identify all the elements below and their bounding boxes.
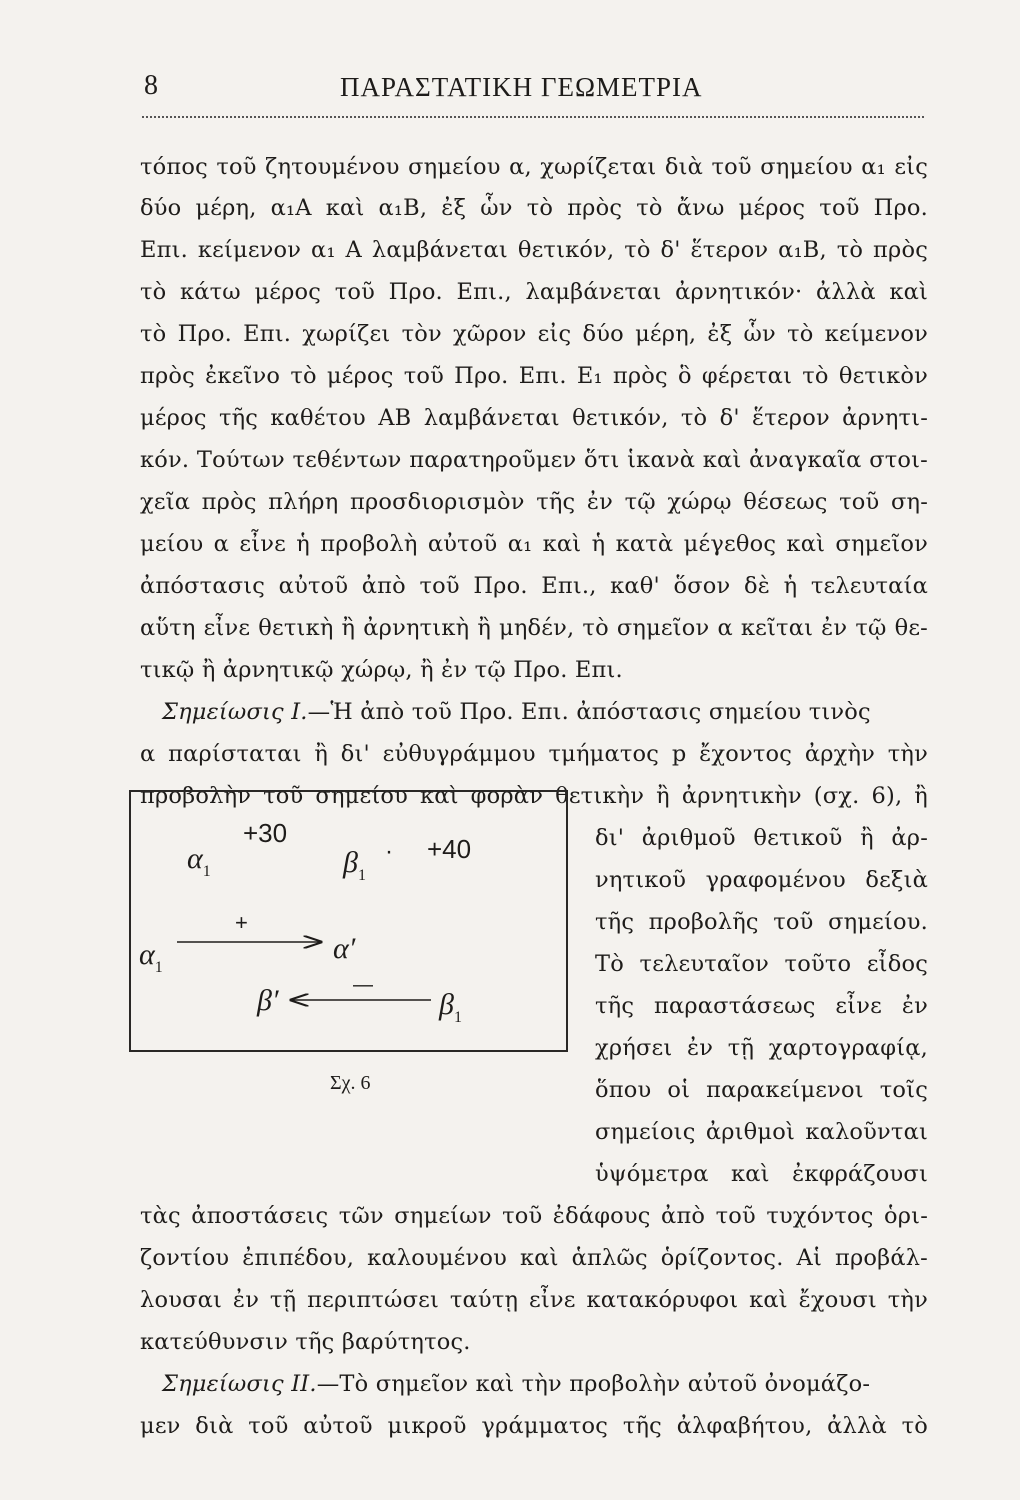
running-title: ΠΑΡΑΣΤΑΤΙΚΗ ΓΕΩΜΕΤΡΙΑ	[340, 72, 703, 102]
text-line: μέρος τῆς καθέτου ΑΒ λαμβάνεται θετικόν, τὸ δ' ἕτερον ἀρνητι-	[140, 405, 928, 431]
label-a1-bottom: $\alpha_1$	[139, 938, 163, 976]
text-line: ζοντίου ἐπιπέδου, καλουμένου καὶ ἁπλῶς ὁρίζοντος. Αἱ προβάλ-	[140, 1245, 928, 1271]
label-b1-bottom: $\beta_1$	[439, 988, 462, 1026]
text-line: τῆς παραστάσεως εἶνε ἐν	[595, 993, 928, 1019]
remark-1-text: —Ἡ ἀπὸ τοῦ Προ. Επι. ἀπόστασις σημείου τινὸς	[307, 699, 871, 725]
text-line: μείου α εἶνε ἡ προβολὴ αὐτοῦ α₁ καὶ ἡ κατὰ μέγεθος καὶ σημεῖον	[140, 531, 928, 557]
text-line: κόν. Τούτων τεθέντων παρατηροῦμεν ὅτι ἱκανὰ καὶ ἀναγκαῖα στοι-	[140, 447, 928, 473]
label-a-prime: α′	[333, 932, 356, 965]
text-line: τῆς προβολῆς τοῦ σημείου.	[595, 909, 928, 935]
text-line: αὕτη εἶνε θετικὴ ἢ ἀρνητικὴ ἢ μηδέν, τὸ σημεῖον α κεῖται ἐν τῷ θε-	[140, 615, 928, 641]
text-line: χεῖα πρὸς πλήρη προσδιορισμὸν τῆς ἐν τῷ χώρῳ θέσεως τοῦ ση-	[140, 489, 928, 515]
label-b-prime: β′	[257, 984, 279, 1017]
text-line: πρὸς ἐκεῖνο τὸ μέρος τοῦ Προ. Επι. Ε₁ πρὸς ὃ φέρεται τὸ θετικὸν	[140, 363, 928, 389]
text-line: Επι. κείμενον α₁ Α λαμβάνεται θετικόν, τὸ δ' ἕτερον α₁Β, τὸ πρὸς	[140, 237, 928, 263]
text-line: Τὸ τελευταῖον τοῦτο εἶδος	[595, 951, 928, 977]
text-line: τὰς ἀποστάσεις τῶν σημείων τοῦ ἐδάφους ἀπὸ τοῦ τυχόντος ὁρι-	[140, 1203, 928, 1229]
text-line: λουσαι ἐν τῇ περιπτώσει ταύτῃ εἶνε κατακόρυφοι καὶ ἔχουσι τὴν	[140, 1287, 928, 1313]
text-line: τόπος τοῦ ζητουμένου σημείου α, χωρίζεται διὰ τοῦ σημείου α₁ εἰς	[140, 154, 928, 180]
minus-sign: —	[353, 974, 373, 996]
label-b1-top: $\beta_1$	[343, 846, 366, 884]
text-line: κατεύθυνσιν τῆς βαρύτητος.	[140, 1329, 471, 1355]
page-number: 8	[144, 70, 158, 101]
text-line: χρήσει ἐν τῇ χαρτογραφίᾳ,	[595, 1035, 928, 1061]
text-line: τικῷ ἢ ἀρνητικῷ χώρῳ, ἢ ἐν τῷ Προ. Επι.	[140, 657, 623, 683]
text-line: μεν διὰ τοῦ αὐτοῦ μικροῦ γράμματος τῆς ἀλφαβήτου, ἀλλὰ τὸ	[140, 1413, 928, 1439]
header-rule	[142, 116, 924, 118]
remark-1-line	[162, 697, 928, 727]
text-line: τὸ Προ. Επι. χωρίζει τὸν χῶρον εἰς δύο μέρη, ἐξ ὧν τὸ κείμενον	[140, 321, 928, 347]
text-line: ὅπου οἱ παρακείμενοι τοῖς	[595, 1077, 928, 1103]
value-b: +40	[427, 834, 472, 864]
label-a1-top: $\alpha_1$	[187, 842, 211, 880]
remark-1-heading: Σημείωσις Ι.	[162, 699, 308, 725]
text-line: δι' ἀριθμοῦ θετικοῦ ἢ ἀρ-	[595, 825, 928, 851]
text-line: προβολὴν τοῦ σημείου καὶ φορὰν θετικὴν ἢ ἀρνητικὴν (σχ. 6), ἢ	[140, 783, 928, 809]
remark-2-text: —Τὸ σημεῖον καὶ τὴν προβολὴν αὐτοῦ ὀνομάζο-	[316, 1371, 871, 1397]
plus-sign: +	[235, 910, 248, 935]
text-line: τὸ κάτω μέρος τοῦ Προ. Επι., λαμβάνεται ἀρνητικόν· ἀλλὰ καὶ	[140, 279, 928, 305]
figure-arrows	[131, 792, 570, 1054]
figure-6	[129, 790, 568, 1052]
text-line: α παρίσταται ἢ δι' εὐθυγράμμου τμήματος p ἔχοντος ἀρχὴν τὴν	[140, 741, 928, 767]
text-line: νητικοῦ γραφομένου δεξιὰ	[595, 867, 928, 893]
dot-separator: ·	[385, 838, 393, 865]
text-line: ὑψόμετρα καὶ ἐκφράζουσι	[595, 1161, 928, 1187]
text-line: δύο μέρη, α₁Α καὶ α₁Β, ἐξ ὧν τὸ πρὸς τὸ ἄνω μέρος τοῦ Προ.	[140, 195, 928, 221]
text-line: ἀπόστασις αὐτοῦ ἀπὸ τοῦ Προ. Επι., καθ' ὅσον δὲ ἡ τελευταία	[140, 573, 928, 599]
text-line: σημείοις ἀριθμοὶ καλοῦνται	[595, 1119, 928, 1145]
figure-caption: Σχ. 6	[330, 1072, 371, 1094]
remark-2-heading: Σημείωσις ΙΙ.	[162, 1371, 317, 1397]
remark-2-line	[162, 1369, 928, 1399]
value-a: +30	[243, 818, 288, 848]
